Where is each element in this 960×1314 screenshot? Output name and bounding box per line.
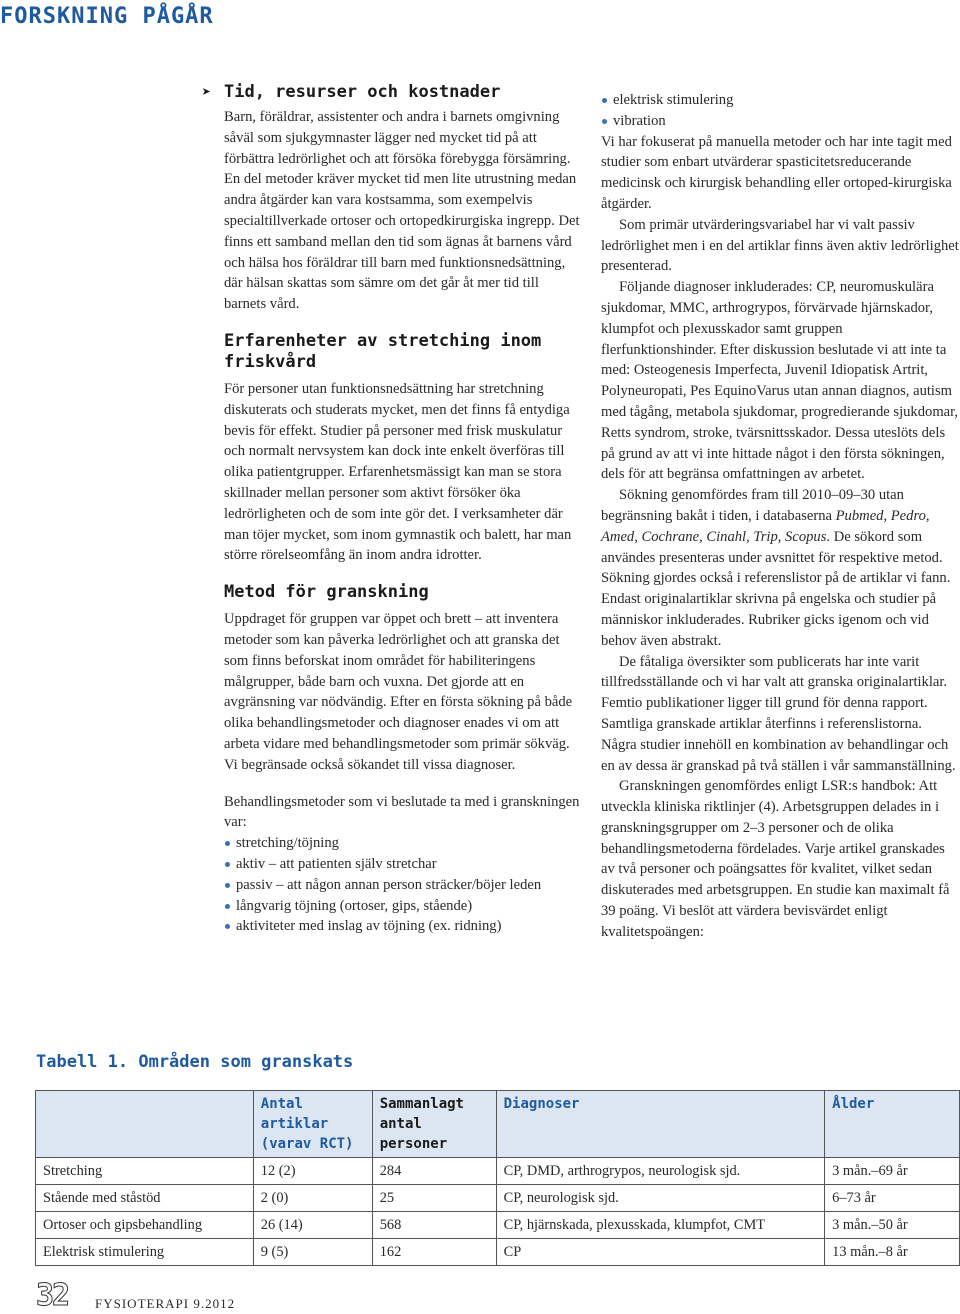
list-item: elektrisk stimulering [601, 90, 959, 111]
list-item: stretching/töjning [224, 833, 582, 854]
bullet-icon [225, 924, 230, 929]
table-cell: 25 [372, 1185, 496, 1212]
table-row [36, 1212, 960, 1239]
paragraph: Följande diagnoser inkluderades: CP, neuromuskulära sjukdomar, MMC, arthrogrypos, förvärvade hjärnskador, klumpfot och plexusskador samt gruppen flerfunktionshinder. Efter diskussion beslutade vi att inte ta med: Osteogenesis Imperfecta, Juvenil Idiopatisk Artrit, Polyneuropati, Pes EquinoVarus utan annan diagnos, autism med tågång, metabola sjukdomar, progredierande sjukdomar, Retts syndrom, stroke, tvärsnittsskador. Dessa uteslöts dels på grund av att vi inte hittade något i den första sökningen, dels för att begränsa omfattningen av arbetet. [601, 279, 959, 483]
bullet-icon [225, 883, 230, 888]
treatment-list [224, 833, 582, 937]
table-row [36, 1158, 960, 1185]
table-row [36, 1239, 960, 1266]
section-heading-erfarenheter: Erfarenheter av stretching inom friskvård [224, 330, 542, 372]
section-paragraph: För personer utan funktionsnedsättning har stretchning diskuterats och studerats mycket, men det finns få entydiga bevis för effekt. Studier på personer med frisk muskulatur och normalt nervsystem kan dock inte enkelt överföras till olika patientgrupper. Erfarenhetsmässigt kan man se stora skillnader mellan personer som aktivt försöker öka ledrörligheten och de som inte gör det. I verksamheter där man töjer mycket, som inom gymnastik och balett, har man större rörelseomfång än inom andra idrotter. [224, 380, 572, 564]
middle-column [202, 82, 582, 937]
table-cell: Stående med ståstöd [36, 1185, 254, 1212]
list-intro: Behandlingsmetoder som vi beslutade ta med i granskningen var: [224, 793, 580, 831]
treatment-list-continued [601, 90, 959, 132]
table-cell: 9 (5) [253, 1239, 372, 1266]
table-header-cell: Ålder [825, 1091, 960, 1158]
table-cell: CP, neurologisk sjd. [496, 1185, 825, 1212]
list-item: aktiv – att patienten själv stretchar [224, 854, 582, 875]
table-header-cell: Diagnoser [496, 1091, 825, 1158]
section-paragraph: Barn, föräldrar, assistenter och andra i barnets omgivning såväl som sjukgymnaster lägger ned mycket tid på att förbättra ledrörlighet och att försöka förebygga försämring. En del metoder kräver mycket tid men lite utrustning medan andra åtgärder kan vara kostsamma, som exempelvis specialtillverkade ortoser och ortopedkirurgiska ingrepp. Det finns ett samband mellan den tid som ägnas åt barnens vård och hälsa hos föräldrar till barn med funktionsnedsättning, där hälsan skattas som sämre om det går åt mer tid till barnets vård. [224, 109, 580, 313]
table-cell: 162 [372, 1239, 496, 1266]
table-cell: Stretching [36, 1158, 254, 1185]
table-cell: Ortoser och gipsbehandling [36, 1212, 254, 1239]
table-title: Tabell 1. Områden som granskats [36, 1052, 354, 1072]
database-list: Pubmed, Pedro, Amed, Cochrane, Cinahl, Trip, Scopus [601, 507, 930, 545]
table-cell: 284 [372, 1158, 496, 1185]
right-column [601, 90, 959, 943]
paragraph: Vi har fokuserat på manuella metoder och har inte tagit med studier som enbart utvärderar spasticitetsreducerande medicinsk och kirurgisk behandling eller ortoped-kirurgiska åtgärder. [601, 133, 952, 212]
paragraph: Som primär utvärderingsvariabel har vi valt passiv ledrörlighet men i en del artiklar finns även aktiv ledrörlighet presenterad. [601, 216, 959, 275]
paragraph: Granskningen genomfördes enligt LSR:s handbok: Att utveckla kliniska riktlinjer (4). Arbetsgruppen delades in i granskningsgrupper om 2–3 personer och de olika behandlingsmetoderna fördelades. Varje artikel granskades av två personer och poängsattes för kvalitet, vilket sedan diskuterades med arbetsgruppen. En studie kan maximalt få 39 poäng. Vi beslöt att värdera bevisvärdet enligt kvalitetspoängen: [601, 778, 950, 940]
table-cell: CP [496, 1239, 825, 1266]
list-item: passiv – att någon annan person sträcker/böjer leden [224, 875, 582, 896]
table-header-row [36, 1091, 960, 1158]
list-item: aktiviteter med inslag av töjning (ex. ridning) [224, 916, 582, 937]
bullet-icon [602, 119, 607, 124]
table-cell: 26 (14) [253, 1212, 372, 1239]
bullet-icon [602, 98, 607, 103]
table-cell: 3 mån.–50 år [825, 1212, 960, 1239]
table-cell: CP, DMD, arthrogrypos, neurologisk sjd. [496, 1158, 825, 1185]
table-cell: 6–73 år [825, 1185, 960, 1212]
list-item: vibration [601, 111, 959, 132]
section-heading-text: Tid, resurser och kostnader [224, 82, 501, 102]
table-cell: 3 mån.–69 år [825, 1158, 960, 1185]
table-cell: 12 (2) [253, 1158, 372, 1185]
section-heading-metod: Metod för granskning [224, 582, 429, 603]
table-cell: 2 (0) [253, 1185, 372, 1212]
bullet-icon [225, 904, 230, 909]
table-cell: 13 mån.–8 år [825, 1239, 960, 1266]
table-header-cell: Antal artiklar (varav RCT) [253, 1091, 372, 1158]
table-header-cell [36, 1091, 254, 1158]
page-section-title: FORSKNING PÅGÅR [0, 4, 214, 29]
table-cell: Elektrisk stimulering [36, 1239, 254, 1266]
paragraph: De fåtaliga översikter som publicerats har inte varit tillfredsställande och vi har valt att granska originalartiklar. Femtio publikationer ligger till grund för denna rapport. Samtliga granskade artiklar återfinns i referenslistorna. Några studier innehöll en kombination av behandlingar och en av dessa är granskad på två ställen i vår sammanställning. [601, 653, 956, 774]
bullet-icon [225, 841, 230, 846]
table-header-cell: Sammanlagt antal personer [372, 1091, 496, 1158]
table-row [36, 1185, 960, 1212]
table-cell: CP, hjärnskada, plexusskada, klumpfot, CMT [496, 1212, 825, 1239]
bullet-icon [225, 862, 230, 867]
page-number: 32 [36, 1278, 69, 1313]
publication-name: FYSIOTERAPI 9.2012 [95, 1296, 236, 1311]
list-item: långvarig töjning (ortoser, gips, stående) [224, 896, 582, 917]
review-areas-table [35, 1090, 960, 1266]
section-paragraph: Uppdraget för gruppen var öppet och brett – att inventera metoder som kan påverka ledrörlighet och att granska det som finns beforskat inom området för habiliteringens målgrupper, både barn och vuxna. Det gjorde att en avgränsning var nödvändig. Efter en första sökning på både olika behandlingsmetoder och diagnoser enades vi om att arbeta vidare med behandlingsmetoder som primär sökväg. Vi begränsade också sökandet till vissa diagnoser. [224, 611, 573, 773]
table-cell: 568 [372, 1212, 496, 1239]
paragraph-search: Sökning genomfördes fram till 2010–09–30 utan begränsning bakåt i tiden, i databaserna Pubmed, Pedro, Amed, Cochrane, Cinahl, Trip, Scopus. De sökord som användes presenteras under avsnittet för respektive metod. Sökning gjordes också i referenslistor på de artiklar vi fann. Endast originalartiklar skrivna på engelska och studier på människor inkluderades. Rubriker gicks igenom och vid behov även abstrakt. [601, 487, 951, 649]
section-heading-tid [202, 82, 582, 103]
arrow-icon: ➤ [202, 83, 212, 101]
